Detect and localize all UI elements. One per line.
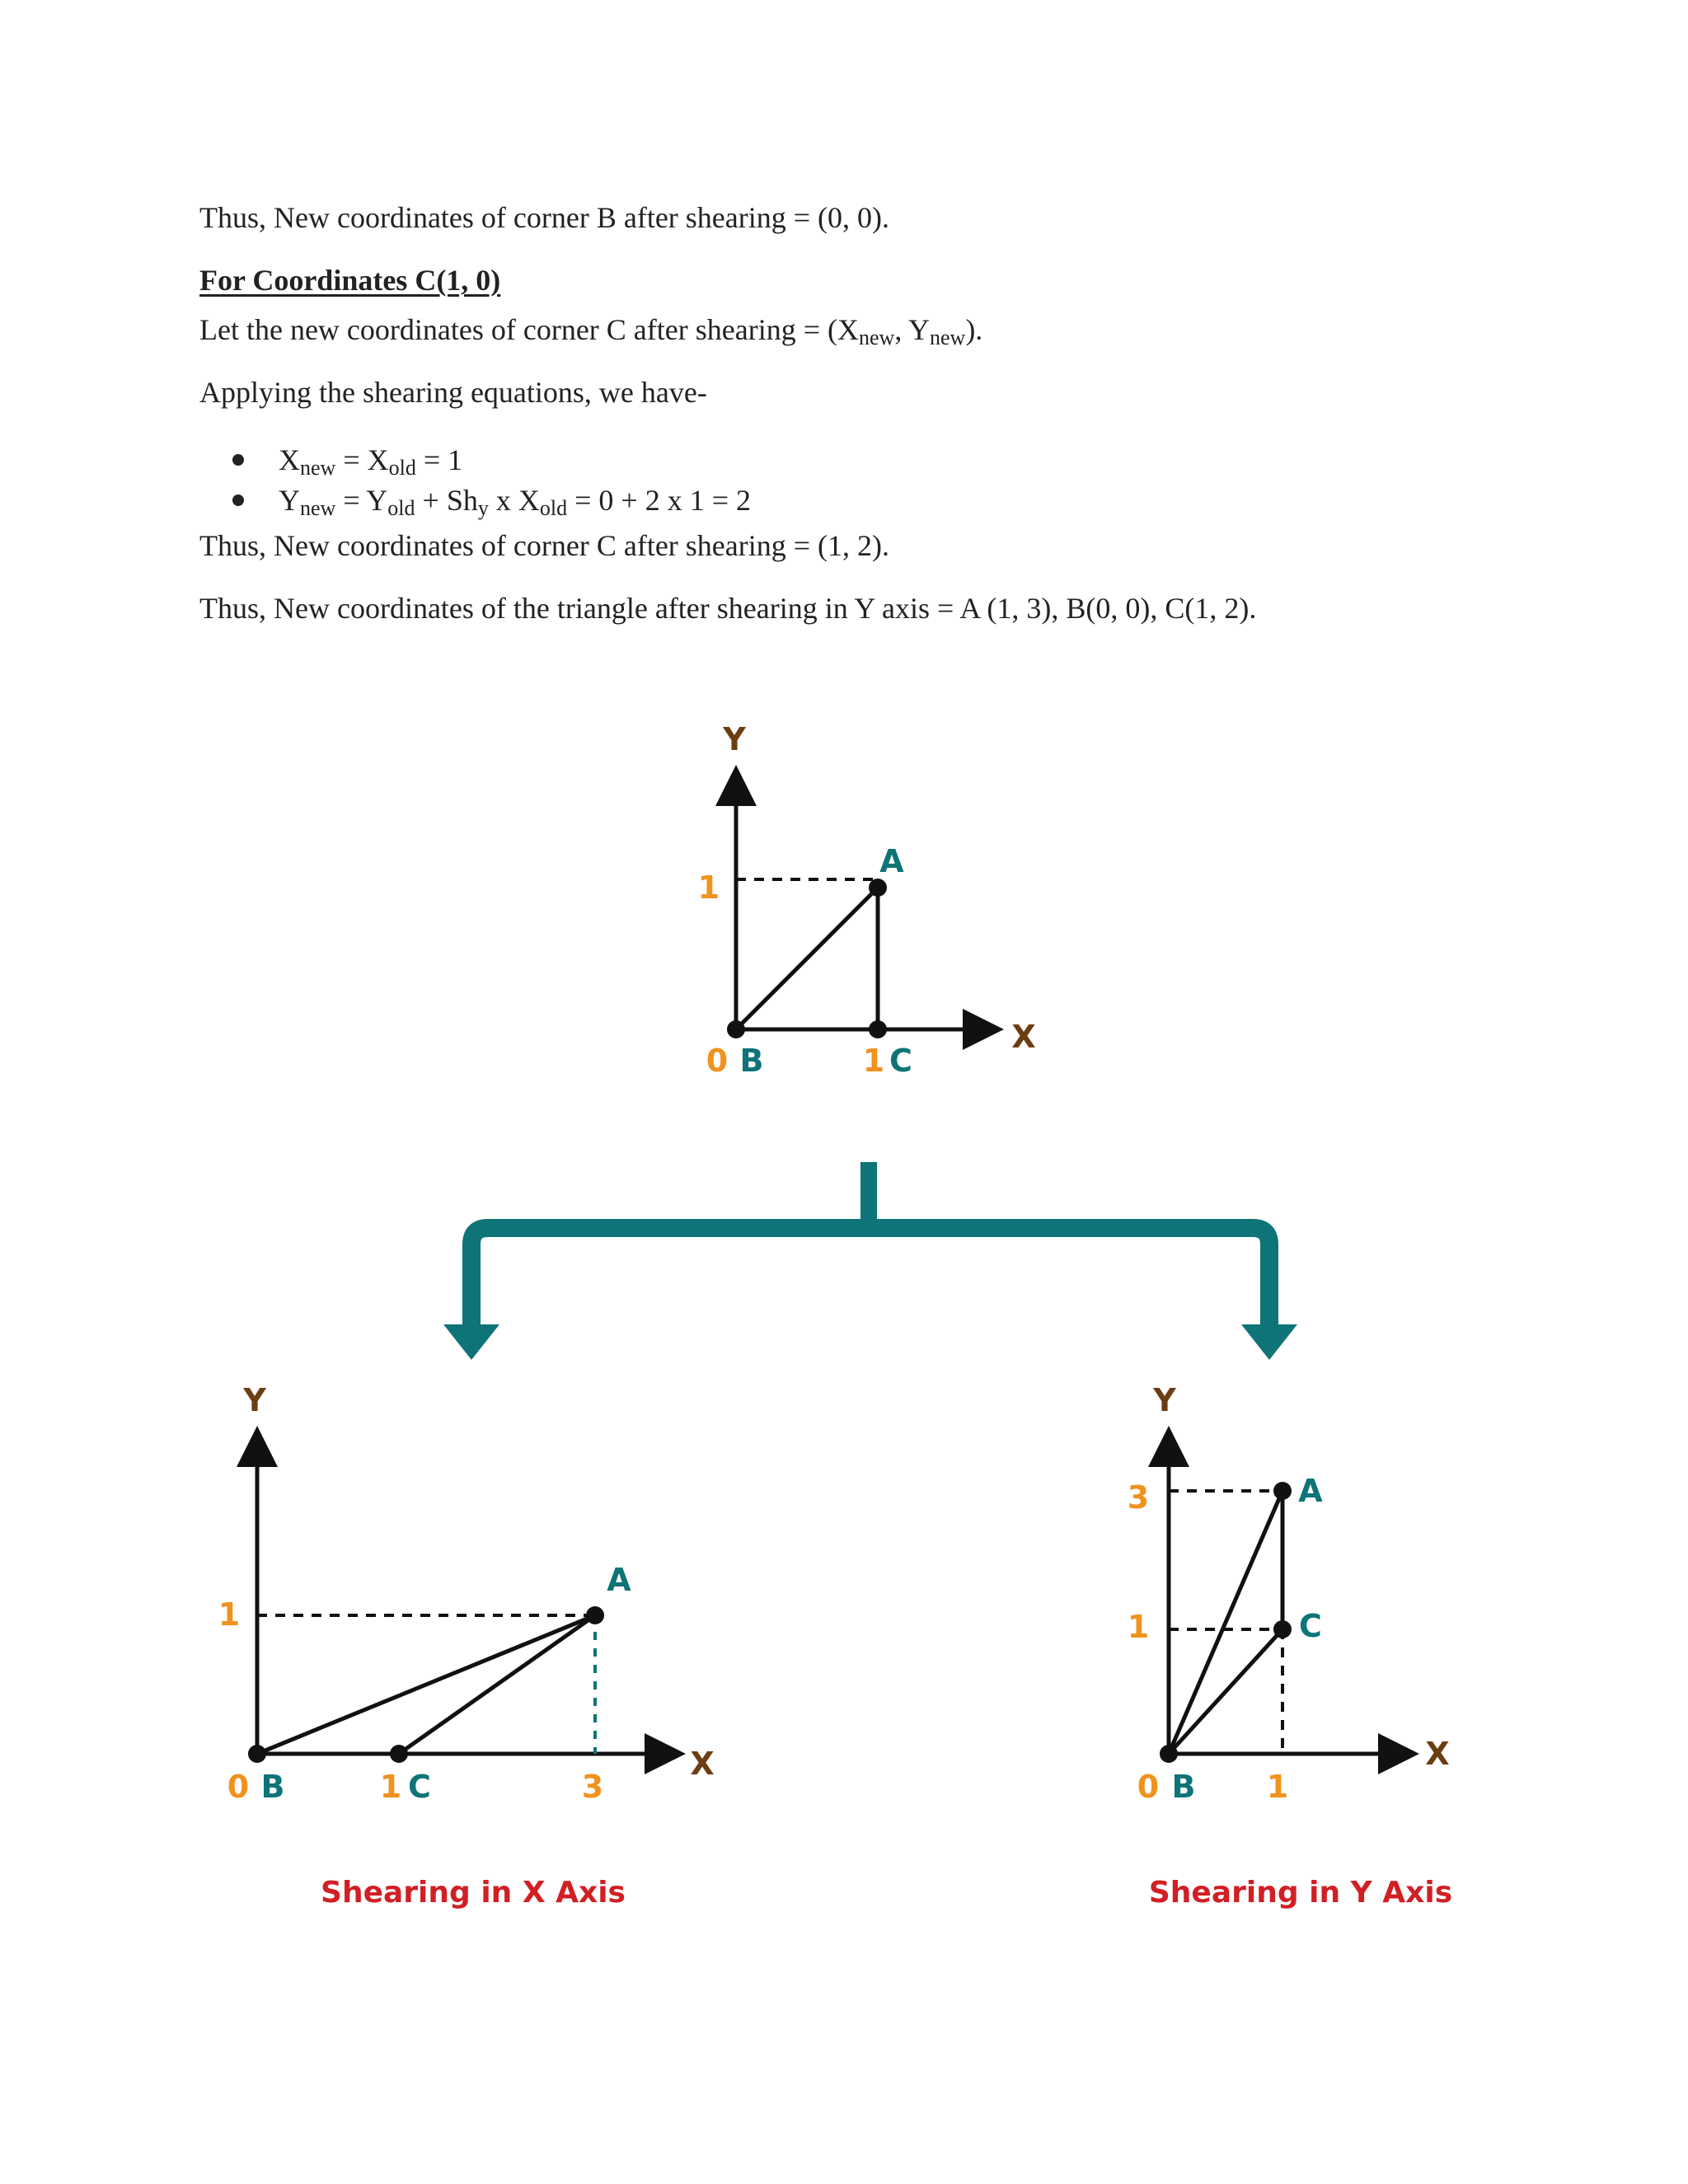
point-c	[869, 1020, 887, 1038]
text-line-corner-c-result: Thus, New coordinates of corner C after shearing = (1, 2).	[199, 529, 890, 562]
point-a-label: A	[1298, 1473, 1323, 1509]
origin-label: 0	[706, 1043, 729, 1079]
point-a	[586, 1606, 604, 1624]
point-b	[727, 1020, 745, 1038]
origin-label: 0	[1137, 1769, 1160, 1805]
branch-arrows	[443, 1162, 1297, 1360]
equation-x-new: $X_{new} = X_{old} = 1$	[279, 443, 463, 480]
tick-y-1: 1	[1127, 1609, 1150, 1645]
point-a-label: A	[879, 843, 904, 879]
y-axis-label: Y	[1153, 1382, 1176, 1418]
point-c-label: C	[408, 1769, 431, 1805]
point-c	[1273, 1620, 1292, 1638]
point-b-label: B	[739, 1043, 764, 1079]
arrow-down-left-icon	[443, 1324, 499, 1360]
point-c	[390, 1745, 408, 1763]
point-c-label: C	[889, 1043, 912, 1079]
origin-label: 0	[227, 1769, 250, 1805]
text-line-triangle-result: Thus, New coordinates of the triangle after shearing in Y axis = A (1, 3), B(0, 0), C(1, 2).	[199, 592, 1257, 625]
point-b-label: B	[260, 1769, 285, 1805]
point-a-label: A	[607, 1562, 631, 1598]
triangle-edge-ba	[1169, 1491, 1282, 1754]
text-line-new-coordinates-c: Let the new coordinates of corner C after shearing = ($X_{new}$, $Y_{new}$).	[199, 313, 983, 349]
y-axis-label: Y	[243, 1382, 266, 1418]
tick-y-1: 1	[218, 1596, 241, 1633]
section-heading: For Coordinates C(1, 0)	[199, 264, 501, 297]
triangle-edge-bc	[1169, 1629, 1282, 1754]
tick-x-1: 1	[379, 1769, 402, 1805]
equation-y-new: $Y_{new} = Y_{old} + Sh_y$ x $X_{old} = 0 + 2$ x 1 = 2	[279, 484, 752, 520]
tick-x-1: 1	[862, 1043, 885, 1079]
caption-shear-x: Shearing in X Axis	[321, 1876, 626, 1910]
branch-bar	[471, 1228, 1269, 1325]
triangle-edge-ba	[736, 888, 878, 1029]
tick-y-3: 3	[1127, 1479, 1150, 1516]
x-axis-label: X	[1425, 1736, 1450, 1772]
original-triangle-figure	[698, 721, 1036, 1079]
x-axis-label: X	[690, 1746, 715, 1782]
caption-shear-y: Shearing in Y Axis	[1148, 1876, 1453, 1910]
y-axis-label: Y	[723, 721, 746, 757]
point-a	[1273, 1482, 1292, 1500]
tick-x-3: 3	[581, 1769, 604, 1805]
point-c-label: C	[1299, 1608, 1322, 1644]
text-line-corner-b: Thus, New coordinates of corner B after shearing = (0, 0).	[199, 201, 890, 234]
tick-y-1: 1	[697, 869, 720, 906]
shear-y-figure	[1128, 1382, 1452, 1910]
point-b	[1160, 1745, 1178, 1763]
x-axis-label: X	[1011, 1019, 1036, 1055]
point-b-label: B	[1171, 1769, 1196, 1805]
point-a	[869, 879, 887, 897]
tick-x-1: 1	[1266, 1769, 1289, 1805]
arrow-down-right-icon	[1241, 1324, 1297, 1360]
text-line-applying-equations: Applying the shearing equations, we have-	[199, 376, 707, 409]
shear-x-figure	[218, 1382, 715, 1910]
point-b	[248, 1745, 266, 1763]
